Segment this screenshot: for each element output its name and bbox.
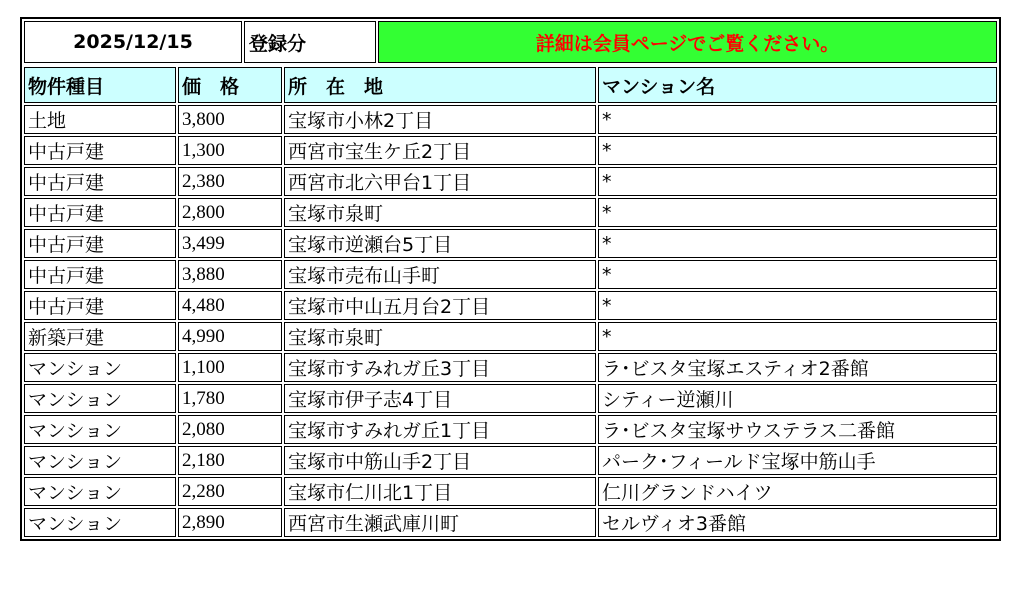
cell-price: 2,080 [178,415,282,444]
table-row [24,477,997,506]
table-row [24,508,997,537]
cell-price: 2,800 [178,198,282,227]
property-table [22,65,999,539]
cell-type: 土地 [24,105,176,134]
cell-type: マンション [24,353,176,382]
table-body [24,105,997,537]
cell-price: 2,180 [178,446,282,475]
registered-label: 登録分 [244,21,376,63]
cell-type: マンション [24,508,176,537]
cell-type: マンション [24,384,176,413]
cell-type: マンション [24,477,176,506]
cell-type: マンション [24,446,176,475]
cell-price: 1,300 [178,136,282,165]
cell-mansion: * [598,136,997,165]
column-header-location: 所 在 地 [284,67,596,103]
cell-type: 中古戸建 [24,136,176,165]
cell-mansion: シティー逆瀬川 [598,384,997,413]
table-row [24,105,997,134]
table-row [24,384,997,413]
table-row [24,291,997,320]
cell-mansion: * [598,198,997,227]
member-notice: 詳細は会員ページでご覧ください。 [378,21,997,63]
cell-mansion: パーク･フィールド宝塚中筋山手 [598,446,997,475]
cell-mansion: 仁川グランドハイツ [598,477,997,506]
cell-mansion: * [598,167,997,196]
cell-mansion: * [598,105,997,134]
table-header-row [24,67,997,103]
column-header-price: 価 格 [178,67,282,103]
cell-price: 3,880 [178,260,282,289]
cell-price: 3,499 [178,229,282,258]
cell-location: 宝塚市小林2丁目 [284,105,596,134]
cell-mansion: * [598,291,997,320]
cell-mansion: セルヴィオ3番館 [598,508,997,537]
table-row [24,353,997,382]
table-row [24,167,997,196]
cell-location: 宝塚市売布山手町 [284,260,596,289]
cell-location: 宝塚市泉町 [284,322,596,351]
listing-frame [20,17,1001,541]
cell-price: 2,380 [178,167,282,196]
cell-location: 宝塚市中筋山手2丁目 [284,446,596,475]
table-row [24,136,997,165]
table-row [24,198,997,227]
cell-type: マンション [24,415,176,444]
table-row [24,322,997,351]
cell-mansion: * [598,260,997,289]
table-row [24,229,997,258]
cell-mansion: ラ･ビスタ宝塚エスティオ2番館 [598,353,997,382]
cell-type: 中古戸建 [24,229,176,258]
info-bar [22,19,999,65]
cell-price: 1,100 [178,353,282,382]
registration-date: 2025/12/15 [24,21,242,63]
cell-location: 宝塚市逆瀬台5丁目 [284,229,596,258]
cell-price: 4,480 [178,291,282,320]
cell-location: 宝塚市泉町 [284,198,596,227]
cell-location: 西宮市北六甲台1丁目 [284,167,596,196]
cell-price: 1,780 [178,384,282,413]
cell-price: 2,280 [178,477,282,506]
cell-type: 中古戸建 [24,291,176,320]
cell-mansion: ラ･ビスタ宝塚サウステラス二番館 [598,415,997,444]
cell-type: 中古戸建 [24,260,176,289]
cell-location: 西宮市生瀬武庫川町 [284,508,596,537]
cell-location: 宝塚市仁川北1丁目 [284,477,596,506]
table-row [24,260,997,289]
table-row [24,446,997,475]
cell-price: 2,890 [178,508,282,537]
cell-price: 3,800 [178,105,282,134]
cell-mansion: * [598,322,997,351]
cell-price: 4,990 [178,322,282,351]
column-header-mansion: マンション名 [598,67,997,103]
cell-location: 宝塚市中山五月台2丁目 [284,291,596,320]
cell-location: 宝塚市すみれガ丘3丁目 [284,353,596,382]
cell-type: 中古戸建 [24,198,176,227]
cell-type: 中古戸建 [24,167,176,196]
column-header-type: 物件種目 [24,67,176,103]
cell-type: 新築戸建 [24,322,176,351]
cell-location: 西宮市宝生ケ丘2丁目 [284,136,596,165]
cell-location: 宝塚市伊子志4丁目 [284,384,596,413]
cell-location: 宝塚市すみれガ丘1丁目 [284,415,596,444]
cell-mansion: * [598,229,997,258]
table-row [24,415,997,444]
